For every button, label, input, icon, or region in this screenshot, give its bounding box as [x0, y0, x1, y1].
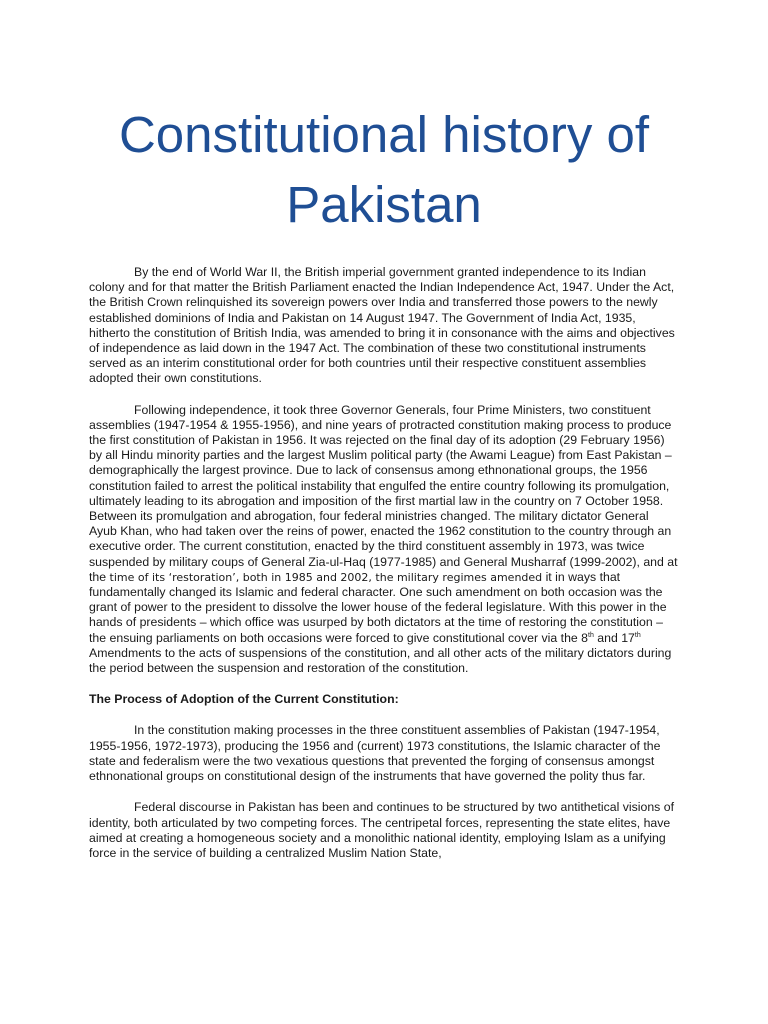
- paragraph-constitution-making: In the constitution making processes in the three constituent assemblies of Pakistan (1947-1954, 1955-1956, 1972-1973), producing the 1956 and (current) 1973 constitutions, the Islamic character of the state and federalism were the two vexatious questions that prevented the forging of consensus amongst ethnonational groups on constitutional design of the instruments that have governed the polity thus far.: [89, 723, 661, 784]
- document-title: Constitutional history of Pakistan: [118, 106, 650, 233]
- paragraph-text-run: Amendments to the acts of suspensions of the constitution, and all other acts of the military dictators during the period between the suspension and restoration of the constitution.: [89, 645, 672, 676]
- document-body: [89, 265, 679, 877]
- paragraph-text-run: it in ways that fundamentally changed its Islamic and federal character. One such amendment on both occasion was the grant of power to the president to dissolve the lower house of the federal legislature. With this power in the hands of presidents – which office was usurped by both dictators at the time of restoring the constitution – the ensuing parliaments on both occasions were forced to give constitutional cover via the 8: [89, 569, 667, 645]
- superscript-ordinal: th: [588, 631, 594, 639]
- paragraph-text-run: and 17: [597, 630, 635, 645]
- paragraph-post-independence: [89, 403, 679, 677]
- paragraph-text-run: Following independence, it took three Governor Generals, four Prime Ministers, two constituent assemblies (1947-1954 & 1955-1956), and nine years of protracted constitution making process to produce the first constitution of Pakistan in 1956. It was rejected on the final day of its adoption (29 February 1956) by all Hindu minority parties and the largest Muslim political party (the Awami League) from East Pakistan – demographically the largest province. Due to lack of consensus among ethnonational groups, the 1956 constitution failed to arrest the political instability that engulfed the entire country following its promulgation, ultimately leading to its abrogation and imposition of the first martial law in the country on 7 October 1958. Between its promulgation and abrogation, four federal ministries changed. The military dictator General Ayub Khan, who had taken over the reins of power, enacted the 1962 constitution to the country through an executive order. The current constitution, enacted by the third constituent assembly in 1973, was twice suspended by military coups of General Zia-ul-Haq (1977-1985) and General Musharraf (1999-2002), and at the: [89, 402, 678, 584]
- paragraph-federal-discourse: Federal discourse in Pakistan has been and continues to be structured by two antithetical visions of identity, both articulated by two competing forces. The centripetal forces, representing the state elites, have aimed at creating a homogeneous society and a monolithic national identity, employing Islam as a unifying force in the service of building a centralized Muslim Nation State,: [89, 800, 675, 860]
- paragraph-text-run-alt-font: time of its ‘restoration’, both in 1985 and 2002, the military regimes amended: [109, 570, 543, 584]
- superscript-ordinal: th: [634, 631, 641, 639]
- section-heading: The Process of Adoption of the Current Constitution:: [89, 692, 399, 707]
- paragraph-independence: By the end of World War II, the British imperial government granted independence to its Indian colony and for that matter the British Parliament enacted the Indian Independence Act, 1947. Under the Act, the British Crown relinquished its sovereign powers over India and transferred those powers to the newly established dominions of India and Pakistan on 14 August 1947. The Government of India Act, 1935, hitherto the constitution of British India, was amended to bring it in consonance with the aims and objectives of independence as laid down in the 1947 Act. The combination of these two constitutional instruments served as an interim constitutional order for both countries until their respective constituent assemblies adopted their own constitutions.: [89, 265, 675, 386]
